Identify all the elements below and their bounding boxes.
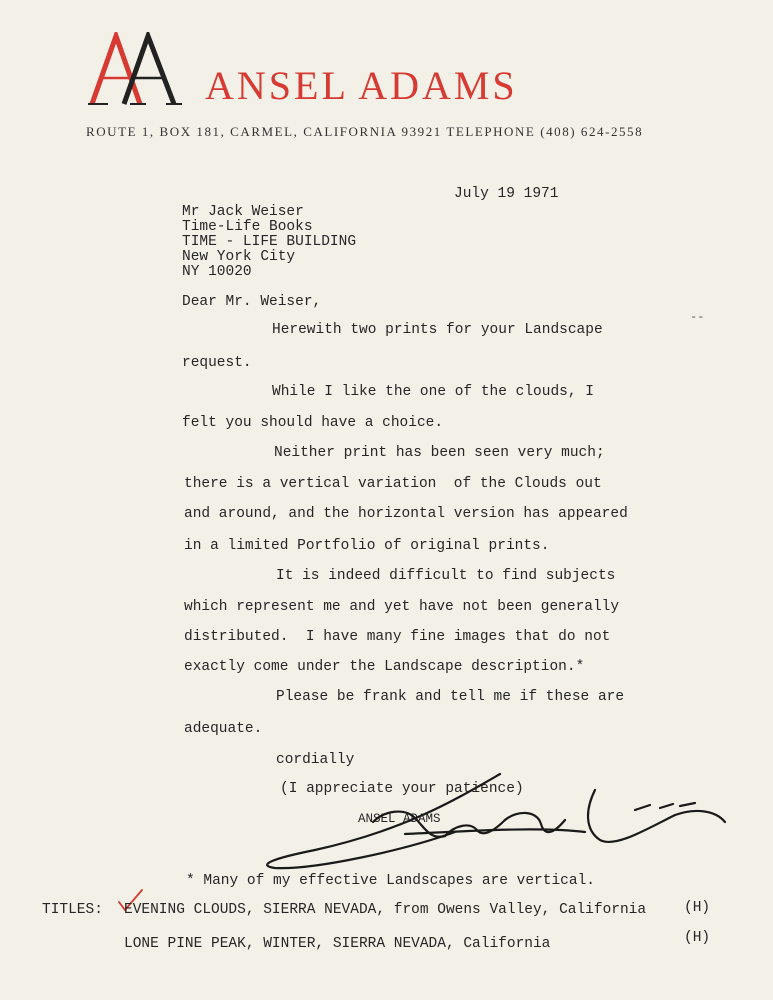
- body-line: request.: [182, 355, 252, 371]
- title-item: LONE PINE PEAK, WINTER, SIERRA NEVADA, California: [124, 936, 551, 952]
- footnote: * Many of my effective Landscapes are vertical.: [186, 873, 595, 889]
- typed-signature: ANSEL ADAMS: [358, 812, 441, 826]
- letterhead-address: ROUTE 1, BOX 181, CARMEL, CALIFORNIA 93921 TELEPHONE (408) 624-2558: [86, 124, 644, 139]
- postscript: (I appreciate your patience): [280, 781, 524, 797]
- body-line: and around, and the horizontal version has appeared: [184, 506, 628, 522]
- body-line: distributed. I have many fine images that do not: [184, 629, 611, 645]
- letter-date: July 19 1971: [454, 186, 559, 202]
- title-code: (H): [684, 930, 711, 946]
- titles-label: TITLES:: [42, 902, 103, 918]
- recipient-zip: NY 10020: [182, 264, 252, 280]
- ansel-adams-logo: [88, 32, 184, 108]
- margin-mark: --: [690, 310, 705, 324]
- title-item: EVENING CLOUDS, SIERRA NEVADA, from Owens Valley, California: [124, 902, 647, 918]
- handwritten-signature: [255, 770, 735, 880]
- title-code: (H): [684, 900, 711, 916]
- body-line: in a limited Portfolio of original prints.: [184, 538, 550, 554]
- body-line: which represent me and yet have not been generally: [184, 599, 620, 615]
- closing: cordially: [276, 752, 355, 768]
- recipient-building: TIME - LIFE BUILDING: [182, 234, 357, 250]
- body-line: Herewith two prints for your Landscape: [272, 322, 603, 338]
- salutation: Dear Mr. Weiser,: [182, 294, 322, 310]
- recipient-name: Mr Jack Weiser: [182, 204, 304, 220]
- body-line: adequate.: [184, 721, 263, 737]
- body-line: It is indeed difficult to find subjects: [276, 568, 616, 584]
- body-line: While I like the one of the clouds, I: [272, 384, 594, 400]
- body-line: there is a vertical variation of the Clouds out: [184, 476, 602, 492]
- recipient-company: Time-Life Books: [182, 219, 313, 235]
- body-line: exactly come under the Landscape description.*: [184, 659, 585, 675]
- body-line: felt you should have a choice.: [182, 415, 444, 431]
- body-line: Please be frank and tell me if these are: [276, 689, 625, 705]
- body-line: Neither print has been seen very much;: [274, 445, 605, 461]
- recipient-city: New York City: [182, 249, 296, 265]
- letterhead-name: ANSEL ADAMS: [205, 63, 518, 108]
